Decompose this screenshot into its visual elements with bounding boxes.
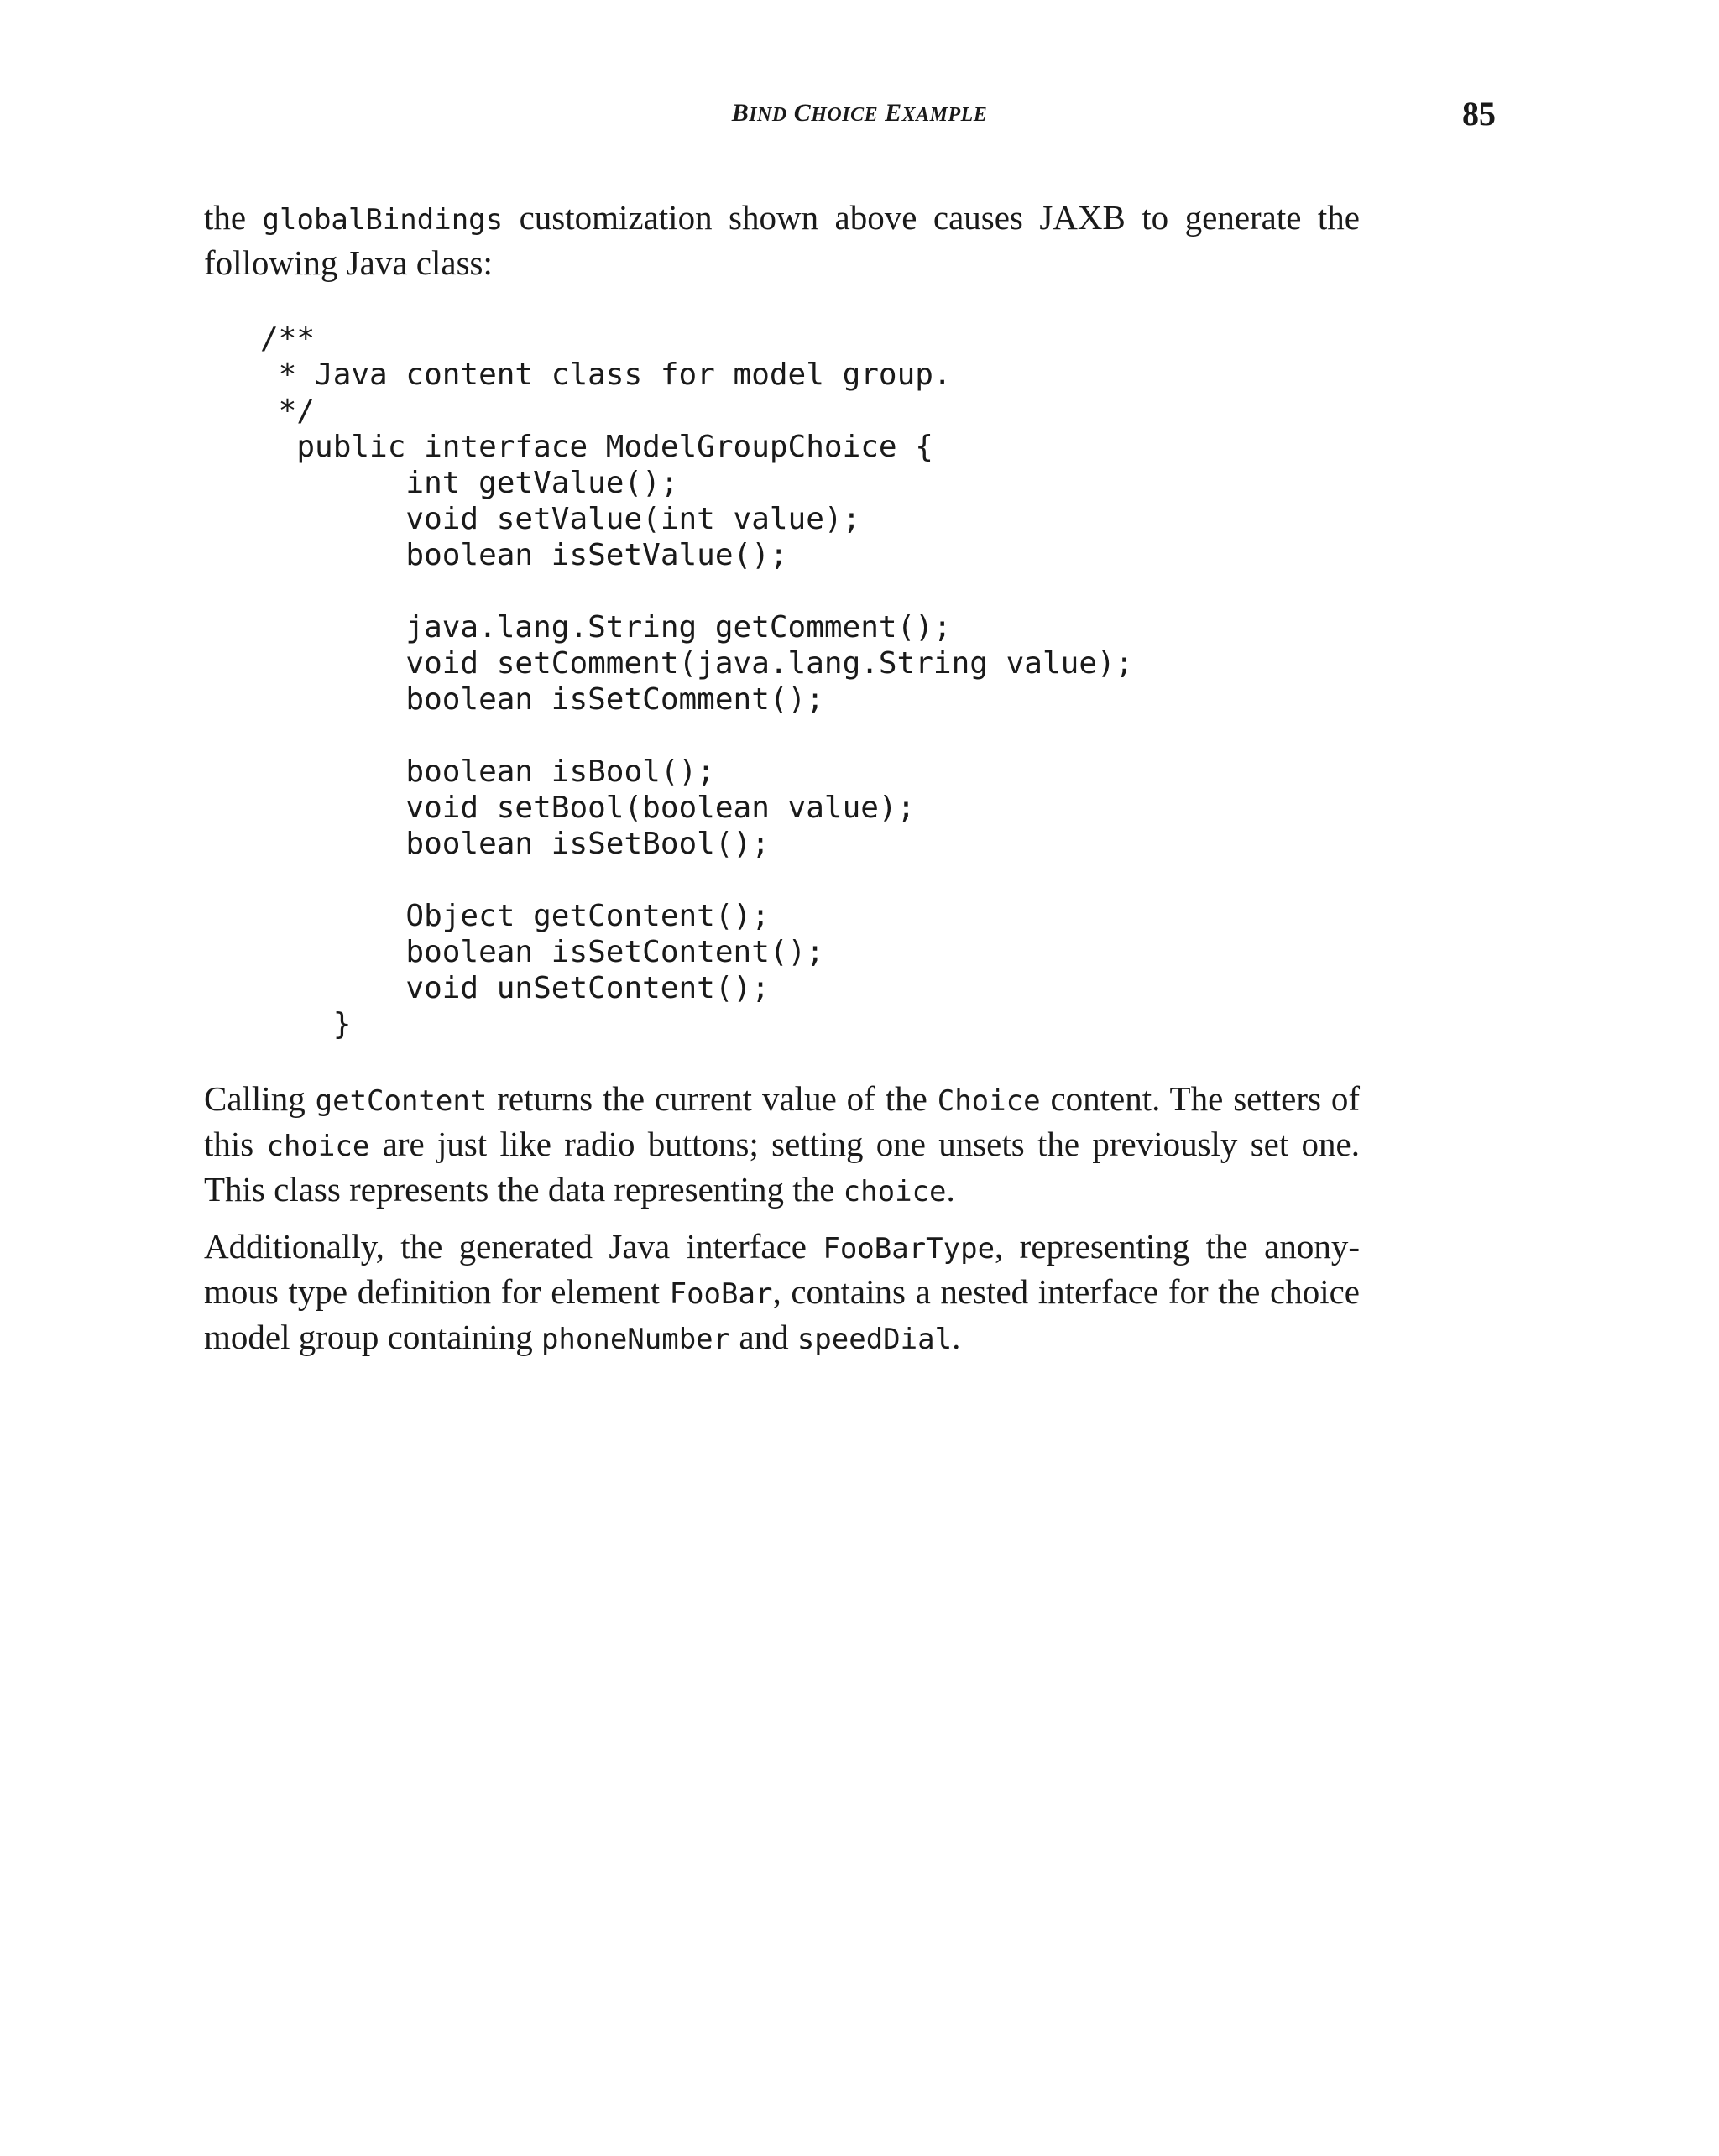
code-line: boolean isSetBool(); [260,827,770,861]
inline-code: globalBindings [262,203,504,237]
code-line: } [260,1007,352,1041]
text-run: customization shown above causes JAXB to generate the following Java class: [204,198,1360,282]
code-line: java.lang.String getComment(); [260,610,952,645]
running-head-word-3-cap: E [885,99,902,127]
inline-code: speedDial [797,1323,953,1356]
code-line: boolean isSetValue(); [260,538,788,572]
code-line: int getValue(); [260,466,679,500]
text-run: , contains a nested interface for the choice model group containing [204,1272,1360,1356]
text-run: Additionally, the generated Java interface [204,1227,823,1266]
text-run: . [952,1318,961,1356]
running-head-word-1-cap: B [731,99,750,127]
code-line: boolean isSetContent(); [260,935,824,969]
paragraph-foobartype [204,1225,1360,1361]
code-line: void setComment(java.lang.String value); [260,646,1134,681]
code-line: void setBool(boolean value); [260,791,916,825]
code-line: */ [260,394,316,428]
inline-code: FooBar [669,1277,773,1311]
text-run: returns the current value of the [487,1079,938,1118]
code-line: boolean isBool(); [260,754,715,789]
inline-code: getContent [315,1084,488,1118]
code-line: Object getContent(); [260,899,770,933]
code-line: void setValue(int value); [260,502,861,536]
running-head [0,99,1719,128]
code-line: void unSetContent(); [260,971,770,1005]
text-run: Calling [204,1079,316,1118]
inline-code: phoneNumber [541,1323,731,1356]
code-line: boolean isSetComment(); [260,682,824,717]
paragraph-getcontent [204,1078,1360,1214]
running-head-word-3-rest: XAMPLE [901,104,988,126]
running-head-word-2-rest: HOICE [811,104,879,126]
inline-code: Choice [937,1084,1041,1118]
inline-code: choice [843,1175,947,1209]
text-run: the [204,198,263,237]
text-run: . [946,1170,955,1209]
text-run: and [730,1318,797,1356]
code-line: public interface ModelGroupChoice { [260,430,933,464]
text-run: content. The setters of this [204,1079,1361,1163]
running-head-word-1-rest: IND [749,104,787,126]
inline-code: FooBarType [823,1232,995,1266]
paragraph-intro [204,196,1360,285]
text-run: , representing the anonymous type definition for element [204,1227,1360,1311]
running-head-word-2-cap: C [793,99,812,127]
code-line: /** [260,321,316,356]
text-run: are just like radio buttons; setting one unsets the previously set one. This class represents the data representing the [204,1125,1360,1209]
code-line: * Java content class for model group. [260,358,952,392]
inline-code: choice [266,1130,370,1163]
code-listing [260,321,1133,1042]
page-number: 85 [1462,95,1496,133]
